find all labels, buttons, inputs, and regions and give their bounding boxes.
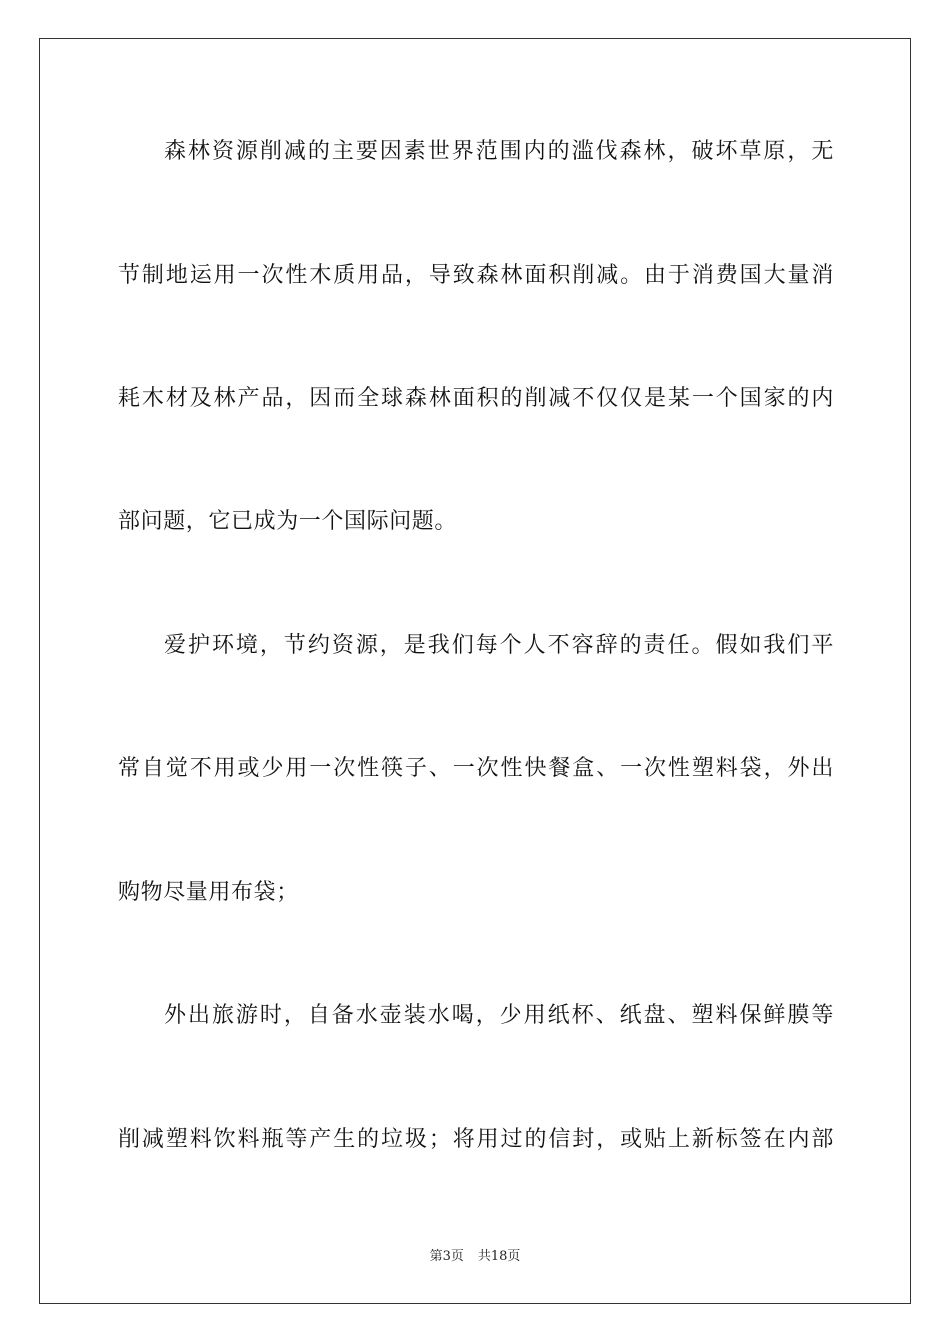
paragraph-1-line-2: 节制地运用一次性木质用品，导致森林面积削减。由于消费国大量消 bbox=[118, 263, 834, 288]
page-total: 共18页 bbox=[477, 1249, 521, 1264]
paragraph-1-line-1: 森林资源削减的主要因素世界范围内的滥伐森林，破坏草原，无 bbox=[164, 139, 834, 164]
paragraph-3-line-2: 削减塑料饮料瓶等产生的垃圾；将用过的信封，或贴上新标签在内部 bbox=[118, 1127, 834, 1152]
page-border bbox=[39, 38, 911, 1304]
paragraph-2-line-3: 购物尽量用布袋； bbox=[118, 880, 299, 905]
paragraph-2-line-2: 常自觉不用或少用一次性筷子、一次性快餐盒、一次性塑料袋，外出 bbox=[118, 756, 834, 781]
page-footer bbox=[0, 1248, 950, 1266]
page-number: 第3页 bbox=[429, 1249, 464, 1264]
paragraph-2-line-1: 爱护环境，节约资源，是我们每个人不容辞的责任。假如我们平 bbox=[164, 633, 834, 658]
paragraph-1-line-4: 部问题，它已成为一个国际问题。 bbox=[118, 509, 458, 534]
paragraph-1-line-3: 耗木材及林产品，因而全球森林面积的削减不仅仅是某一个国家的内 bbox=[118, 386, 834, 411]
paragraph-3-line-1: 外出旅游时，自备水壶装水喝，少用纸杯、纸盘、塑料保鲜膜等 bbox=[164, 1003, 834, 1028]
